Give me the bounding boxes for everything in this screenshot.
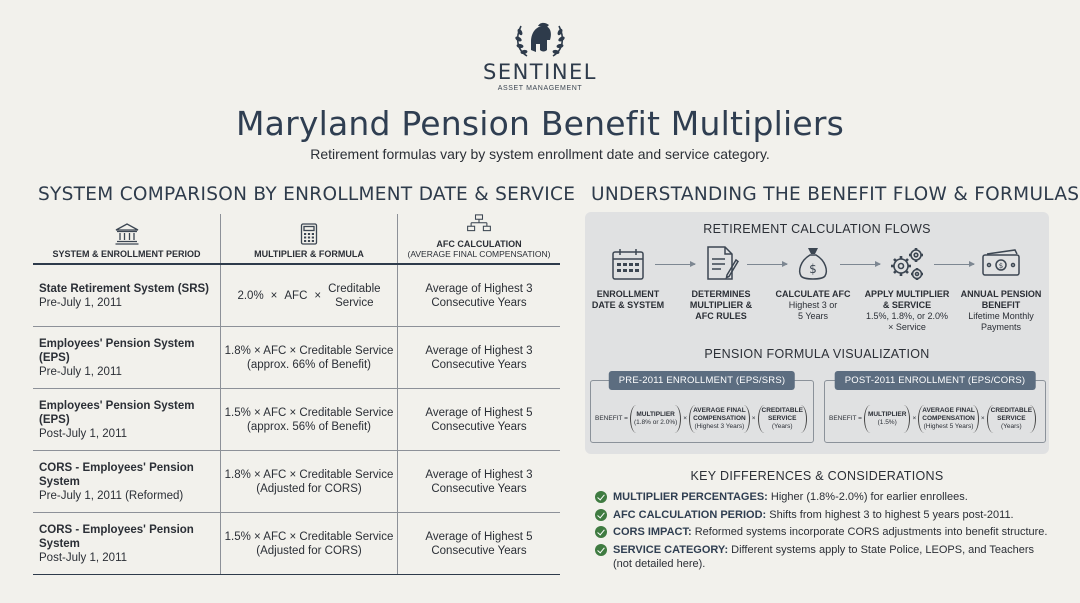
afc-line1: Average of Highest 3 bbox=[425, 282, 533, 295]
header-afc-sublabel: (AVERAGE FINAL COMPENSATION) bbox=[407, 249, 551, 259]
system-name: Employees' Pension System (EPS) bbox=[39, 337, 195, 364]
multiplier-term bbox=[630, 405, 681, 433]
afc-line2: Consecutive Years bbox=[431, 358, 527, 371]
check-circle-icon bbox=[595, 509, 607, 521]
item-body: Shifts from highest 3 to highest 5 years post-2011. bbox=[766, 508, 1014, 521]
step-label-line1: APPLY MULTIPLIER bbox=[864, 289, 950, 299]
system-cell bbox=[33, 451, 220, 512]
flow-arrow bbox=[934, 264, 974, 265]
flow-step-annual-benefit bbox=[955, 289, 1047, 333]
page-subtitle: Retirement formulas vary by system enrollment date and service category. bbox=[310, 146, 770, 162]
afc-line2: Consecutive Years bbox=[431, 544, 527, 557]
cash-icon bbox=[981, 248, 1021, 278]
right-section-heading: UNDERSTANDING THE BENEFIT FLOW & FORMULAS bbox=[591, 184, 1080, 205]
formula-multiplier: 2.0% bbox=[237, 289, 264, 302]
afc-line1: Average of Highest 5 bbox=[425, 530, 533, 543]
system-cell bbox=[33, 513, 220, 574]
enrollment-period: Post-July 1, 2011 bbox=[39, 551, 128, 564]
table-row bbox=[33, 265, 560, 327]
item-body: Different systems apply to State Police, LEOPS, and Teachers bbox=[728, 543, 1035, 556]
org-chart-icon bbox=[465, 214, 493, 235]
check-circle-icon bbox=[595, 491, 607, 503]
flow-step-calculate-afc bbox=[767, 289, 859, 322]
formula-cell bbox=[220, 389, 397, 450]
afc-line1: Average of Highest 3 bbox=[425, 344, 533, 357]
formula-line2: (approx. 66% of Benefit) bbox=[246, 358, 371, 371]
pre-2011-tag: PRE-2011 ENROLLMENT (EPS/SRS) bbox=[609, 371, 795, 390]
formula-cell bbox=[220, 451, 397, 512]
system-name: CORS - Employees' Pension System bbox=[39, 461, 194, 488]
viz-title: PENSION FORMULA VISUALIZATION bbox=[704, 347, 930, 361]
comparison-table bbox=[33, 214, 560, 575]
afc-term bbox=[689, 405, 750, 433]
enrollment-period: Pre-July 1, 2011 bbox=[39, 296, 122, 309]
service-term bbox=[987, 405, 1036, 433]
bank-building-icon bbox=[114, 223, 140, 245]
flow-step-apply-multiplier bbox=[859, 289, 955, 333]
post-2011-tag: POST-2011 ENROLLMENT (EPS/CORS) bbox=[835, 371, 1036, 390]
pre-2011-formula-box bbox=[590, 375, 814, 443]
list-item bbox=[595, 543, 1055, 571]
item-heading: SERVICE CATEGORY: bbox=[613, 543, 729, 556]
header-afc bbox=[397, 214, 560, 263]
term-title: AVERAGE FINAL bbox=[922, 407, 975, 414]
term-title: AVERAGE FINAL bbox=[693, 407, 746, 414]
afc-term bbox=[918, 405, 979, 433]
step-label-line1: DETERMINES bbox=[691, 289, 751, 299]
term-title: COMPENSATION bbox=[922, 415, 975, 422]
brand-tagline: ASSET MANAGEMENT bbox=[497, 85, 583, 92]
step-label-line1: CALCULATE AFC bbox=[775, 289, 851, 299]
formula-afc: AFC bbox=[284, 289, 308, 302]
item-body: Higher (1.8%-2.0%) for earlier enrollees. bbox=[767, 491, 968, 503]
term-title: CREDITABLE bbox=[990, 407, 1033, 414]
step-desc-line2: 5 Years bbox=[797, 311, 829, 321]
enrollment-period: Pre-July 1, 2011 (Reformed) bbox=[39, 489, 184, 502]
formula-line1: 1.8% × AFC × Creditable Service bbox=[224, 468, 394, 481]
multiplier-term bbox=[864, 405, 911, 433]
svg-text:$: $ bbox=[998, 262, 1004, 270]
step-desc-line1: Highest 3 or bbox=[788, 300, 838, 310]
formula-expression bbox=[237, 282, 380, 310]
afc-line1: Average of Highest 5 bbox=[425, 406, 533, 419]
item-body-continued: (not detailed here). bbox=[613, 557, 706, 570]
term-title: MULTIPLIER bbox=[867, 411, 907, 418]
afc-cell bbox=[397, 265, 560, 326]
afc-cell bbox=[397, 327, 560, 388]
term-sub: (Years) bbox=[771, 423, 793, 430]
enrollment-period: Pre-July 1, 2011 bbox=[39, 365, 122, 378]
formula-line2: (approx. 56% of Benefit) bbox=[246, 420, 371, 433]
list-item-text bbox=[613, 490, 968, 504]
times-sign: × bbox=[751, 415, 756, 422]
formula-service-line2: Service bbox=[335, 296, 374, 309]
times-sign: × bbox=[980, 415, 985, 422]
flow-step-enrollment bbox=[585, 289, 671, 311]
step-label-line2: & SERVICE bbox=[882, 300, 932, 310]
system-name: State Retirement System (SRS) bbox=[39, 282, 209, 295]
formula-line1: 1.5% × AFC × Creditable Service bbox=[224, 530, 394, 543]
afc-cell bbox=[397, 451, 560, 512]
step-label-line2: MULTIPLIER & bbox=[689, 300, 753, 310]
document-icon bbox=[705, 245, 739, 281]
flow-step-determine bbox=[677, 289, 765, 322]
page-title: Maryland Pension Benefit Multipliers bbox=[235, 104, 845, 143]
item-heading: AFC CALCULATION PERIOD: bbox=[613, 508, 767, 521]
term-title: MULTIPLIER bbox=[636, 411, 675, 418]
step-label-line2: DATE & SYSTEM bbox=[591, 300, 665, 310]
term-sub: (Highest 3 Years) bbox=[694, 423, 745, 430]
step-label-line2: BENEFIT bbox=[981, 300, 1021, 310]
table-row bbox=[33, 389, 560, 451]
step-desc-line2: Payments bbox=[980, 322, 1022, 332]
times-sign: × bbox=[912, 415, 917, 422]
afc-line2: Consecutive Years bbox=[431, 296, 527, 309]
list-item bbox=[595, 525, 1055, 539]
times-sign: × bbox=[683, 415, 688, 422]
formula-times: × bbox=[314, 289, 322, 302]
formula-cell bbox=[220, 513, 397, 574]
system-cell bbox=[33, 265, 220, 326]
term-sub: (Years) bbox=[1001, 423, 1022, 430]
step-label-line1: ANNUAL PENSION bbox=[960, 289, 1042, 299]
check-circle-icon bbox=[595, 544, 607, 556]
term-title: COMPENSATION bbox=[693, 415, 746, 422]
item-heading: CORS IMPACT: bbox=[613, 526, 692, 538]
system-name: Employees' Pension System (EPS) bbox=[39, 399, 195, 426]
check-circle-icon bbox=[595, 526, 607, 538]
list-item-text bbox=[613, 508, 1014, 522]
left-section-heading: SYSTEM COMPARISON BY ENROLLMENT DATE & SERVICE bbox=[38, 184, 576, 205]
money-bag-icon bbox=[796, 245, 830, 281]
list-item bbox=[595, 490, 1055, 504]
term-sub: (1.5%) bbox=[877, 419, 897, 426]
table-row bbox=[33, 327, 560, 389]
key-differences-title: KEY DIFFERENCES & CONSIDERATIONS bbox=[690, 469, 944, 483]
header-multiplier-label: MULTIPLIER & FORMULA bbox=[254, 249, 364, 259]
formula-line1: 1.8% × AFC × Creditable Service bbox=[224, 344, 394, 357]
flow-arrow bbox=[655, 264, 695, 265]
formula-service-line1: Creditable bbox=[328, 282, 381, 295]
header-system bbox=[33, 214, 220, 263]
flow-title: RETIREMENT CALCULATION FLOWS bbox=[703, 222, 931, 236]
benefit-label: BENEFIT = bbox=[829, 415, 862, 422]
gears-icon bbox=[888, 246, 926, 282]
header-system-label: SYSTEM & ENROLLMENT PERIOD bbox=[52, 249, 201, 259]
term-title: CREDITABLE bbox=[761, 407, 803, 414]
spartan-helmet-laurel-icon bbox=[509, 20, 571, 60]
formula-cell bbox=[220, 327, 397, 388]
item-heading: MULTIPLIER PERCENTAGES: bbox=[613, 491, 768, 503]
item-body: Reformed systems incorporate CORS adjustments into benefit structure. bbox=[691, 526, 1048, 538]
table-row bbox=[33, 451, 560, 513]
step-label-line3: AFC RULES bbox=[695, 311, 747, 321]
afc-line2: Consecutive Years bbox=[431, 482, 527, 495]
brand-logo bbox=[0, 20, 1080, 92]
formula-cell bbox=[220, 265, 397, 326]
step-desc-line2: × Service bbox=[888, 322, 926, 332]
post-2011-formula-box bbox=[824, 375, 1046, 443]
step-desc-line1: Lifetime Monthly bbox=[968, 311, 1034, 321]
formula-line2: (Adjusted for CORS) bbox=[256, 544, 362, 557]
term-title: SERVICE bbox=[767, 415, 797, 422]
afc-cell bbox=[397, 389, 560, 450]
formula-service bbox=[328, 282, 380, 310]
list-item-text bbox=[613, 525, 1047, 539]
afc-line2: Consecutive Years bbox=[431, 420, 527, 433]
afc-cell bbox=[397, 513, 560, 574]
enrollment-period: Post-July 1, 2011 bbox=[39, 427, 128, 440]
system-cell bbox=[33, 327, 220, 388]
post-2011-equation bbox=[829, 405, 1041, 433]
table-row bbox=[33, 513, 560, 575]
afc-line1: Average of Highest 3 bbox=[425, 468, 533, 481]
system-name: CORS - Employees' Pension System bbox=[39, 523, 194, 550]
flow-arrow bbox=[747, 264, 787, 265]
calculator-icon bbox=[300, 223, 318, 245]
benefit-label: BENEFIT = bbox=[595, 415, 628, 422]
formula-times: × bbox=[270, 289, 278, 302]
header-multiplier bbox=[220, 214, 397, 263]
term-title: SERVICE bbox=[997, 415, 1026, 422]
step-label-line1: ENROLLMENT bbox=[596, 289, 660, 299]
term-sub: (Highest 5 Years) bbox=[923, 423, 974, 430]
brand-name: SENTINEL bbox=[482, 60, 597, 84]
formula-line2: (Adjusted for CORS) bbox=[256, 482, 362, 495]
calendar-icon bbox=[611, 247, 645, 281]
formula-line1: 1.5% × AFC × Creditable Service bbox=[224, 406, 394, 419]
pre-2011-equation bbox=[595, 405, 809, 433]
svg-text:$: $ bbox=[809, 262, 817, 276]
term-sub: (1.8% or 2.0%) bbox=[633, 419, 678, 426]
header-afc-label: AFC CALCULATION bbox=[436, 239, 522, 249]
key-differences-list bbox=[595, 490, 1055, 574]
list-item-text bbox=[613, 543, 1034, 571]
step-desc-line1: 1.5%, 1.8%, or 2.0% bbox=[865, 311, 949, 321]
flow-arrow bbox=[840, 264, 880, 265]
system-cell bbox=[33, 389, 220, 450]
list-item bbox=[595, 508, 1055, 522]
table-header bbox=[33, 214, 560, 265]
service-term bbox=[758, 405, 807, 433]
